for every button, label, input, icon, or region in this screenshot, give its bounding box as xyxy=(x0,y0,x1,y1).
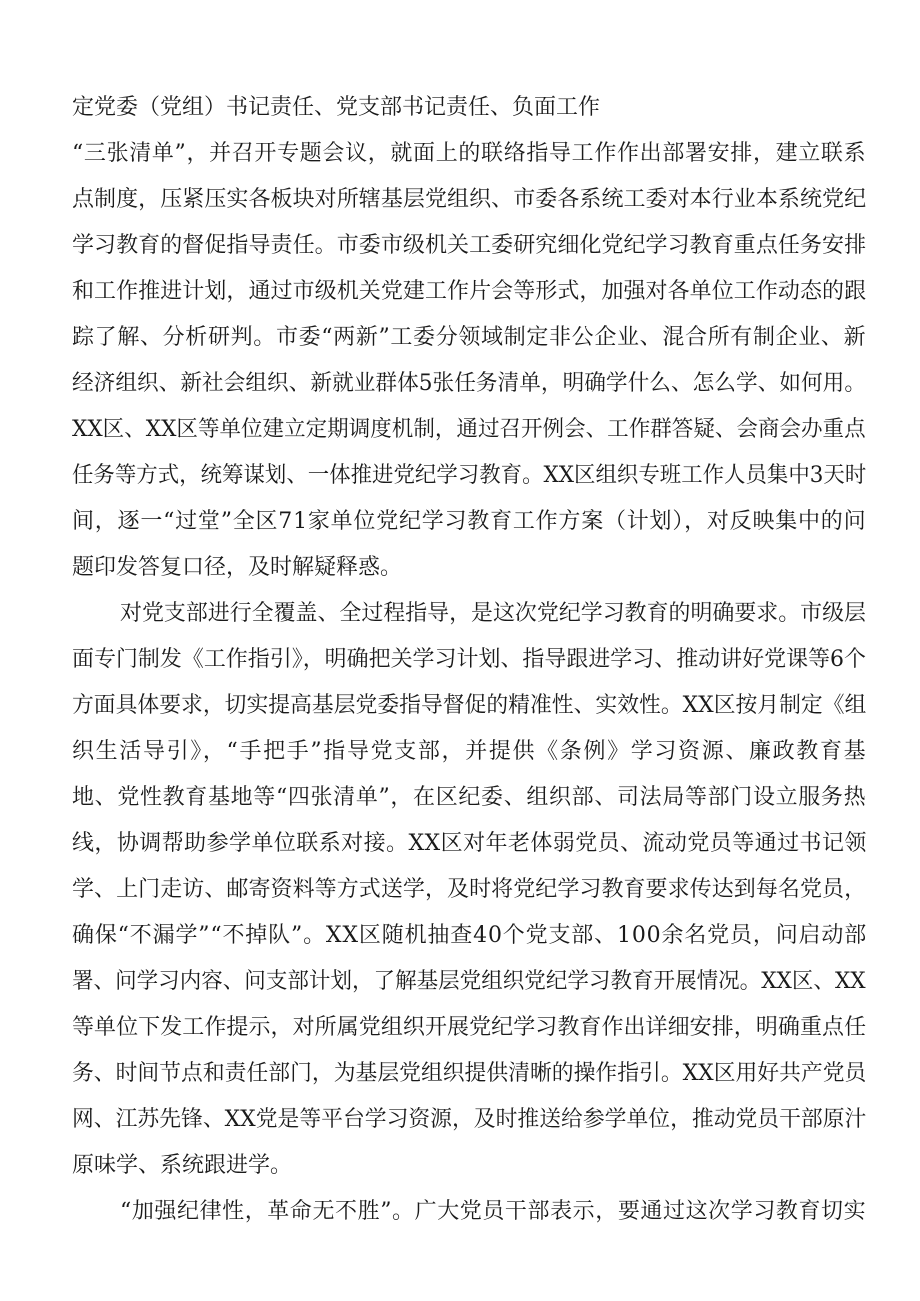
text-line: 学习教育的督促指导责任。市委市级机关工委研究细化党纪学习教育重点任务安排 xyxy=(72,233,867,258)
text-line: 经济组织、新社会组织、新就业群体5张任务清单，明确学什么、怎么学、如何用。 xyxy=(72,371,866,396)
text-line: 等单位下发工作提示，对所属党组织开展党纪学习教育作出详细安排，明确重点任 xyxy=(72,1015,867,1040)
text-line: “三张清单”，并召开专题会议，就面上的联络指导工作作出部署安排，建立联系 xyxy=(72,141,867,166)
text-line: 地、党性教育基地等“四张清单”，在区纪委、组织部、司法局等部门设立服务热 xyxy=(72,785,867,810)
text-line: 确保“不漏学”“不掉队”。XX区随机抽查40个党支部、100余名党员，问启动部 xyxy=(72,923,868,948)
text-line: 线，协调帮助参学单位联系对接。XX区对年老体弱党员、流动党员等通过书记领 xyxy=(72,831,867,856)
text-line: 间，逐一“过堂”全区71家单位党纪学习教育工作方案（计划），对反映集中的问 xyxy=(72,509,867,534)
text-line: 网、江苏先锋、XX党是等平台学习资源，及时推送给参学单位，推动党员干部原汁 xyxy=(72,1107,867,1132)
text-line: 点制度，压紧压实各板块对所辖基层党组织、市委各系统工委对本行业本系统党纪 xyxy=(72,187,867,212)
text-line: 踪了解、分析研判。市委“两新”工委分领域制定非公企业、混合所有制企业、新 xyxy=(72,325,867,350)
text-line: 原味学、系统跟进学。 xyxy=(72,1153,293,1178)
text-line: XX区、XX区等单位建立定期调度机制，通过召开例会、工作群答疑、会商会办重点 xyxy=(72,417,866,442)
text-line: 任务等方式，统筹谋划、一体推进党纪学习教育。XX区组织专班工作人员集中3天时 xyxy=(72,463,867,488)
text-line: 对党支部进行全覆盖、全过程指导，是这次党纪学习教育的明确要求。市级层 xyxy=(120,601,866,626)
text-line: 定党委（党组）书记责任、党支部书记责任、负面工作 xyxy=(72,95,601,120)
text-line: 面专门制发《工作指引》，明确把关学习计划、指导跟进学习、推动讲好党课等6个 xyxy=(72,647,866,672)
text-line: “加强纪律性，革命无不胜”。广大党员干部表示，要通过这次学习教育切实 xyxy=(120,1199,867,1224)
text-line: 务、时间节点和责任部门，为基层党组织提供清晰的操作指引。XX区用好共产党员 xyxy=(72,1061,867,1086)
text-line: 题印发答复口径，及时解疑释惑。 xyxy=(72,555,403,580)
text-line: 织生活导引》，“手把手”指导党支部，并提供《条例》学习资源、廉政教育基 xyxy=(72,739,868,764)
text-line: 和工作推进计划，通过市级机关党建工作片会等形式，加强对各单位工作动态的跟 xyxy=(72,279,867,304)
text-line: 方面具体要求，切实提高基层党委指导督促的精准性、实效性。XX区按月制定《组 xyxy=(72,693,867,718)
text-line: 学、上门走访、邮寄资料等方式送学，及时将党纪学习教育要求传达到每名党员， xyxy=(72,877,867,902)
text-line: 署、问学习内容、问支部计划，了解基层党组织党纪学习教育开展情况。XX区、XX xyxy=(72,969,866,994)
